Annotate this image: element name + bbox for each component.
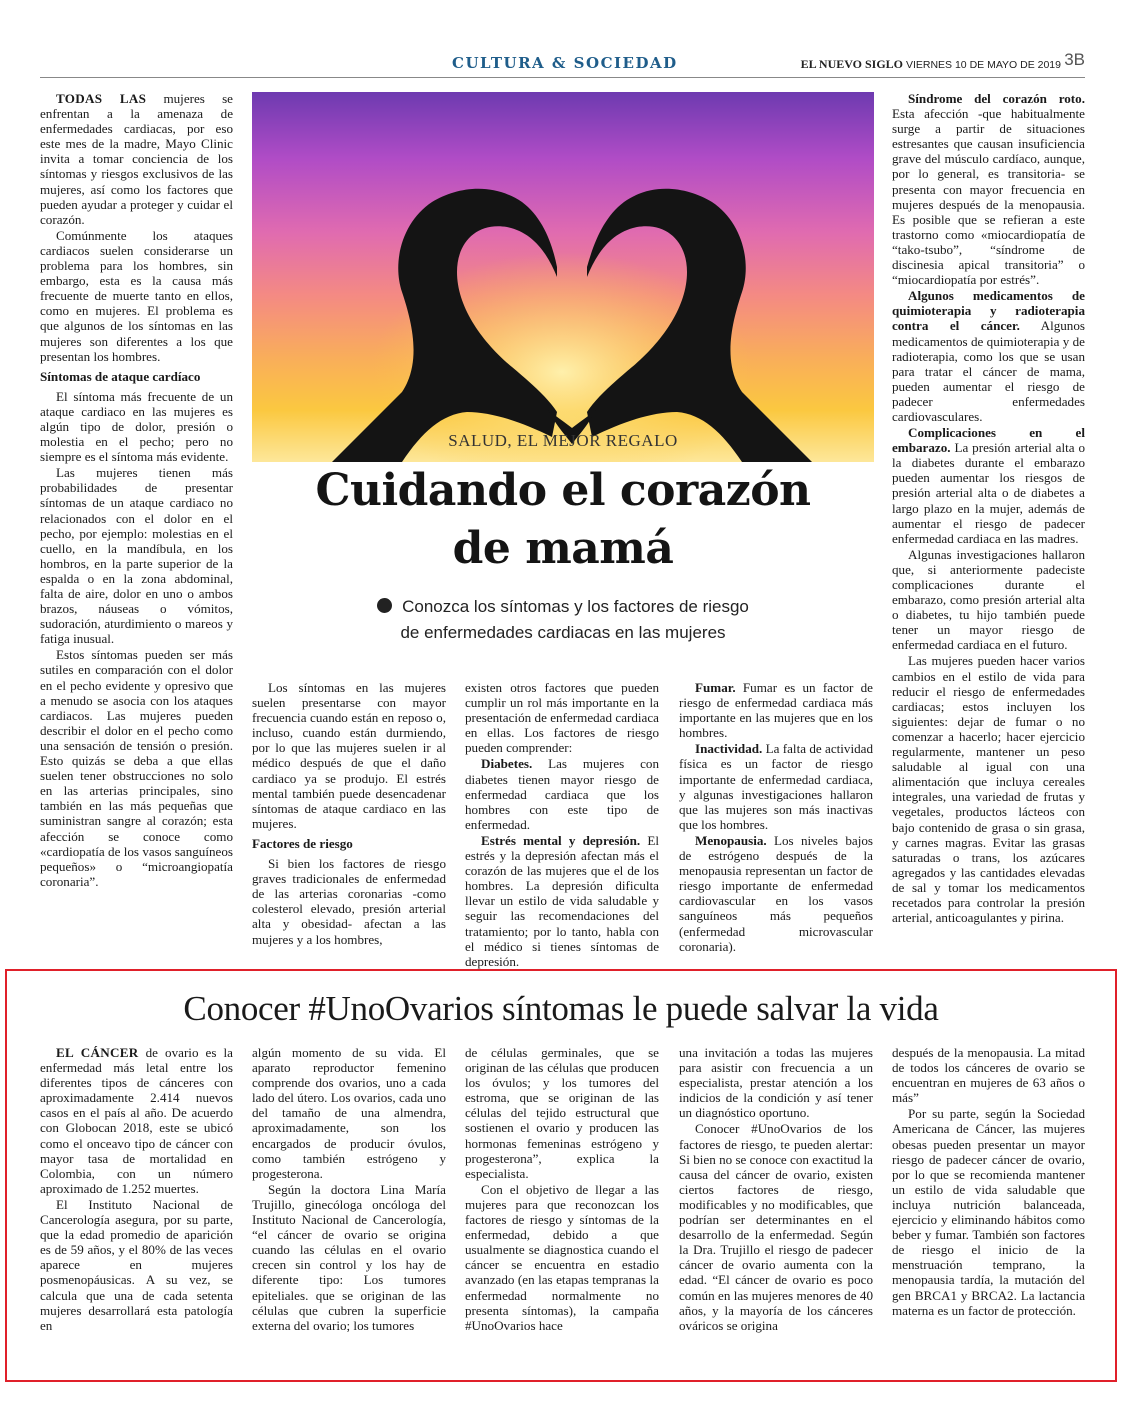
article1-col3 (465, 680, 659, 970)
bold-term: Algunos medicamentos de quimioterapia y radioterapia contra el cáncer. (892, 288, 1085, 334)
paragraph: Fumar es un factor de riesgo de enfermedad cardiaca más importante en las mujeres que en los hombres. (679, 680, 873, 741)
paragraph: Estos síntomas pueden ser más sutiles en comparación con el dolor en el pecho evidente y opresivo que a menudo se asocia con los ataques cardiacos. Las mujeres pueden describir el dolor en el pecho como una sensación de tensión o presión. Esto quizás se deba a que ellas suelen tener obstrucciones no solo en las arterias principales, sino también en las más pequeñas que suministran sangre al corazón; esta afección se conoce como «cardiopatía de los vasos sanguíneos pequeños» o “microangiopatía coronaria”. (40, 647, 233, 889)
article2-col5 (892, 1045, 1085, 1319)
paragraph: Esta afección -que habitualmente surge a partir de situaciones estresantes que causan insuficiencia grave del músculo cardíaco, aunque, por lo general, es transitoria- se presenta con mayor frecuencia en mujeres después de la menopausia. Es posible que se refieran a este trastorno como «miocardiopatía de “tako-tsubo”, “síndrome de discinesia apical transitoria” o “miocardiopatía por estrés”. (892, 106, 1085, 288)
newspaper-dateline (801, 57, 1061, 72)
paragraph: Con el objetivo de llegar a las mujeres para que reconozcan los factores de riesgo y síntomas de la enfermedad, debido a que usualmente se diagnostica cuando el cáncer se encuentra en estadio avanzado (en las etapas tempranas la enfermedad normalmente no presenta síntomas), la campaña #UnoOvarios hace (465, 1181, 659, 1333)
article2-col3 (465, 1045, 659, 1334)
paragraph: El síntoma más frecuente de un ataque cardiaco en las mujeres es algún tipo de dolor, presión o molestia en el pecho; pero no siempre es el síntoma más evidente. (40, 388, 233, 465)
paragraph: El Instituto Nacional de Cancerología asegura, por su parte, que la edad promedio de aparición es de 59 años, y el 80% de las veces aparece en mujeres posmenopáusicas. A su vez, se calcula que una de cada setenta mujeres desarrollará esta patología en (40, 1196, 233, 1333)
paragraph: Los niveles bajos de estrógeno después de la menopausia representan un factor de riesgo importante de enfermedad cardiovascular en los vasos sanguíneos más pequeños (enfermedad microvascular coronaria). (679, 832, 873, 954)
bold-term: Menopausia. (695, 832, 767, 848)
heart-hands-icon (252, 92, 874, 462)
paragraph: algún momento de su vida. El aparato reproductor femenino comprende dos ovarios, uno a cada lado del útero. Los ovarios, cada uno del tamaño de una almendra, aproximadamente, son los encargados de producir óvulos, como también estrógeno y progesterona. (252, 1045, 446, 1181)
paragraph: La presión arterial alta o la diabetes durante el embarazo pueden aumentar los riesgos de presión arterial alta o de diabetes a largo plazo en la mujer, además de aumentar el riesgo de padecer enfermedad cardiaca en las madres. (892, 440, 1085, 546)
paragraph: El estrés y la depresión afectan más el corazón de las mujeres que el de los hombres. La depresión dificulta llevar un estilo de vida saludable y seguir las recomendaciones del tratamiento; por lo tanto, habla con el médico si tienes síntomas de depresión. (465, 832, 659, 969)
article1-col2 (252, 680, 446, 948)
paragraph: Los síntomas en las mujeres suelen presentarse con mayor frecuencia cuando están en reposo o, incluso, cuando están durmiendo, por lo que las mujeres suelen ir al médico después de que el daño cardiaco ya se produjo. El estrés mental también puede desencadenar síntomas de ataque cardiaco en las mujeres. (252, 680, 446, 831)
subheading: Factores de riesgo (252, 835, 353, 851)
bold-term: Inactividad. (695, 741, 763, 757)
article2-col1 (40, 1045, 233, 1334)
newspaper-name: EL NUEVO SIGLO (800, 57, 904, 71)
paragraph: Las mujeres con diabetes tienen mayor riesgo de enfermedad cardiaca que los hombres con este tipo de enfermedad. (465, 756, 659, 832)
paragraph: Algunos medicamentos de quimioterapia y de radioterapia, como los que se usan para tratar el cáncer de mama, pueden aumentar el riesgo de padecer enfermedades cardiovasculares. (892, 318, 1085, 424)
deck (252, 594, 874, 646)
paragraph: Algunas investigaciones hallaron que, si anteriormente padeciste complicaciones durante el embarazo, como presión arterial alta o diabetes, tu hijo también puede tener un mayor riesgo de enfermedad cardiaca en el futuro. (892, 546, 1085, 653)
paragraph: Las mujeres pueden hacer varios cambios en el estilo de vida para reducir el riesgo de enfermedades cardiacas; estos incluyen los siguientes: dejar de fumar o no comenzar a hacerlo; hacer ejercicio regularmente, mantener un peso saludable al igual con una alimentación que incluya cereales integrales, una variedad de frutas y vegetales, productos lácteos con bajo contenido de grasa o sin grasa, y carnes magras. Evitar las grasas saturadas o trans, los azúcares agregados y las cantidades elevadas de sal y tomar los medicamentos recetados para controlar la presión arterial, anticoagulantes y pirina. (892, 653, 1085, 926)
article2-col2 (252, 1045, 446, 1334)
paragraph: después de la menopausia. La mitad de todos los cánceres de ovario se encuentran en mujeres de 63 años o más” (892, 1045, 1085, 1106)
paragraph: Por su parte, según la Sociedad Americana de Cáncer, las mujeres obesas pueden presentar un mayor riesgo de padecer cáncer de ovario, por lo que se recomienda mantener un estilo de vida saludable que incluya nutrición balanceada, ejercicio y eliminando hábitos como beber y fumar. También son factores de riesgo el inicio de la menstruación temprano, la menopausia tardía, la mutación del gen BRCA1 y BRCA2. La lactancia materna es un factor de protección. (892, 1106, 1085, 1318)
paragraph: Según la doctora Lina María Trujillo, ginecóloga oncóloga del Instituto Nacional de Cancerología, “el cáncer de ovario se origina cuando las células en el ovario crecen sin control y los hay de diferente tipo: Los tumores epiteliales. que se originan de las células que cubren la superficie externa del ovario; los tumores (252, 1181, 446, 1333)
paragraph: de ovario es la enfermedad más letal entre los diferentes tipos de cánceres con aproximadamente 2.414 nuevos casos en el país al año. De acuerdo con Globocan 2018, este se ubicó como el onceavo tipo de cáncer con mayor tasa de mortalidad en Colombia, con un número aproximado de 1.252 muertes. (40, 1045, 233, 1196)
section-title: CULTURA & SOCIEDAD (452, 54, 678, 72)
paragraph: una invitación a todas las mujeres para asistir con frecuencia a un especialista, prestar atención a los indicios de la condición y así tener un diagnóstico oportuno. (679, 1045, 873, 1121)
article1-col4 (679, 680, 873, 955)
bullet-icon (377, 598, 392, 613)
paragraph: Conocer #UnoOvarios de los factores de riesgo, te pueden alertar: Si bien no se conoce con exactitud la causa del cáncer de ovario, existen ciertos factores de riesgo, modificables y no modificables, que podrían ser determinantes en el desarrollo de la enfermedad. Según la Dra. Trujillo el riesgo de padecer cáncer de ovario aumenta con la edad. “El cáncer de ovario es poco común en las mujeres menores de 40 años, y la mayoría de los cánceres ováricos se origina (679, 1121, 873, 1333)
deck-line: de enfermedades cardiacas en las mujeres (400, 623, 726, 642)
headline-line: Cuidando el corazón (315, 465, 811, 516)
headline-line: de mamá (452, 523, 674, 574)
paragraph: mujeres se enfrentan a la amenaza de enfermedades cardiacas, por eso este mes de la madre, Mayo Clinic invita a tomar conciencia de los síntomas y riesgos exclusivos de las mujeres, así como los factores que pueden ayudar a proteger y cuidar el corazón. (40, 91, 233, 227)
paragraph: Las mujeres tienen más probabilidades de presentar síntomas de un ataque cardiaco no relacionados con el dolor en el pecho, por ejemplo: molestias en el cuello, en la mandíbula, en los hombros, en la parte superior de la espalda o en la zona abdominal, falta de aire, dolor en uno o ambos brazos, náuseas o vómitos, sudoración, aturdimiento o mareos y fatiga inusual. (40, 465, 233, 647)
subheading: Síntomas de ataque cardíaco (40, 368, 201, 384)
article2-col4 (679, 1045, 873, 1334)
bold-term: Fumar. (695, 680, 736, 695)
bold-term: Síndrome del corazón roto. (908, 91, 1085, 106)
issue-date: VIERNES 10 DE MAYO DE 2019 (905, 59, 1061, 71)
paragraph: La falta de actividad física es un factor de riesgo importante de enfermedad cardiaca, y algunas investigaciones hallaron que las mujeres son más inactivas que los hombres. (679, 741, 873, 832)
kicker: SALUD, EL MEJOR REGALO (448, 431, 678, 450)
bold-term: Diabetes. (481, 756, 533, 772)
paragraph: existen otros factores que pueden cumplir un rol más importante en la presentación de enfermedad cardiaca en ellas. Los factores de riesgo pueden comprender: (465, 680, 659, 756)
sidebar-headline: Conocer #UnoOvarios síntomas le puede salvar la vida (183, 989, 939, 1028)
article1-col5 (892, 91, 1085, 926)
paragraph: de células germinales, que se originan de las células que producen los óvulos; y los tumores del estroma, que se originan de las células del tejido estructural que sostienen el ovario y producen las hormonas femeninas estrógeno y progesterona”, explica la especialista. (465, 1045, 659, 1181)
bold-term: Estrés mental y depresión. (481, 832, 641, 848)
deck-line: Conozca los síntomas y los factores de riesgo (402, 597, 749, 616)
paragraph: Si bien los factores de riesgo graves tradicionales de enfermedad de las arterias coronarias -como colesterol elevado, presión arterial alta y obesidad- afectan a las mujeres y a los hombres, (252, 856, 446, 947)
page-number: 3B (1064, 50, 1085, 69)
lead-in: TODAS LAS (56, 91, 147, 106)
lead-in: EL CÁNCER (56, 1045, 139, 1060)
article1-col1 (40, 91, 233, 890)
heart-hands-photo (252, 92, 874, 462)
bold-term: Complicaciones en el embarazo. (892, 425, 1085, 456)
paragraph: Comúnmente los ataques cardiacos suelen considerarse un problema para los hombres, sin embargo, esta es la causa más frecuente de muerte tanto en ellos, como en mujeres. El problema es que algunos de los síntomas en las mujeres son diferentes a los que presentan los hombres. (40, 227, 233, 364)
headline (252, 462, 874, 578)
